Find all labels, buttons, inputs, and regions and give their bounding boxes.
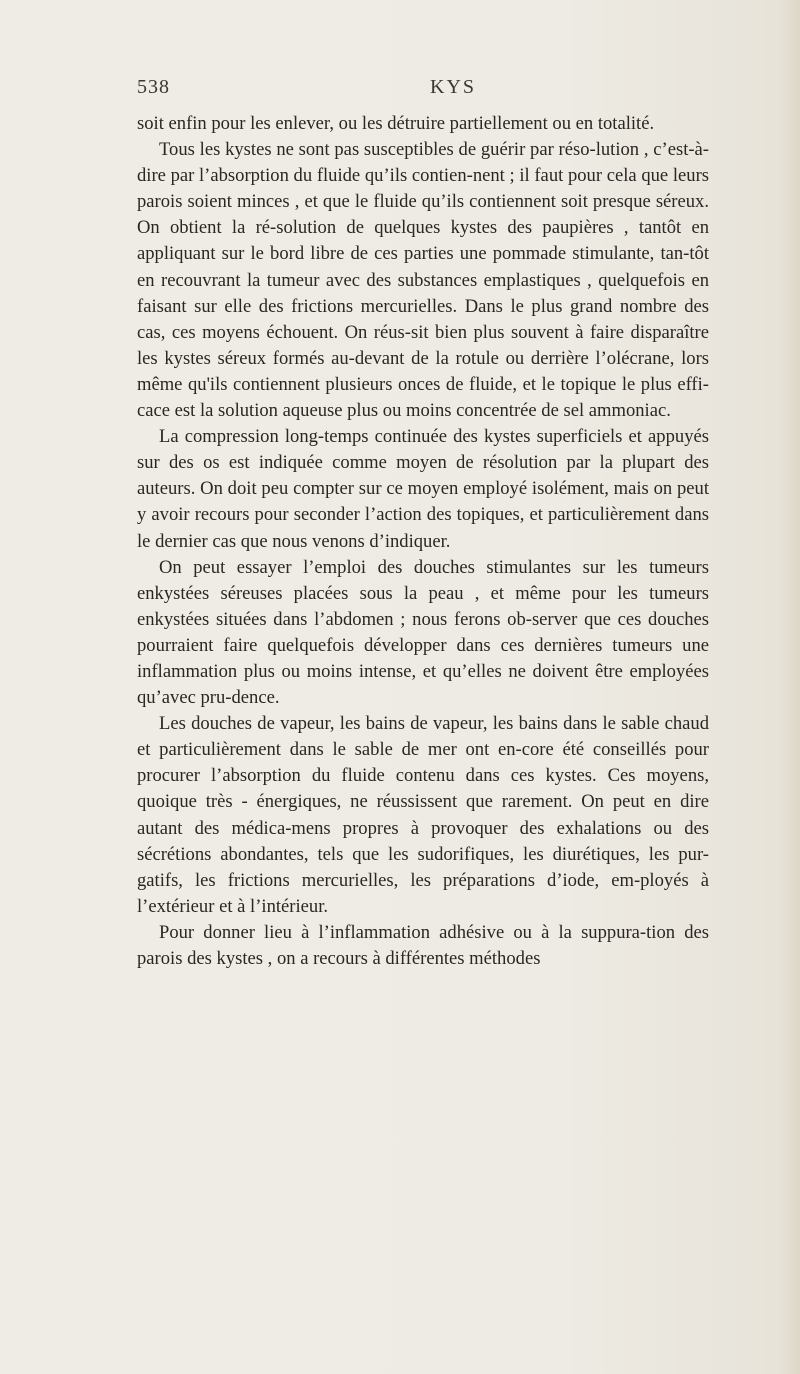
paragraph: soit enfin pour les enlever, ou les détruire partiellement ou en totalité.: [137, 113, 655, 134]
page-edge-shadow: [778, 0, 800, 1374]
paragraph: Les douches de vapeur, les bains de vapeur, les bains dans le sable chaud et particulièrement dans le sable de mer ont en-core été conseillés pour procurer l’absorption du fluide contenu dans ces kystes. Ces moyens, quoique très - énergiques, ne réussissent que rarement. On peut en dire autant des médica-mens propres à provoquer des exhalations ou des sécrétions abondantes, tels que les sudorifiques, les diurétiques, les pur-gatifs, les frictions mercurielles, les préparations d’iode, em-ployés à l’extérieur et à l’intérieur.: [137, 713, 709, 917]
page-header: [137, 76, 707, 102]
running-head: KYS: [430, 76, 477, 98]
paragraph: La compression long-temps continuée des kystes superficiels et appuyés sur des os est indiquée comme moyen de résolution par la plupart des auteurs. On doit peu compter sur ce moyen employé isolément, mais on peut y avoir recours pour seconder l’action des topiques, et particulièrement dans le dernier cas que nous venons d’indiquer.: [137, 426, 709, 552]
body-text: [137, 111, 709, 972]
paragraph: On peut essayer l’emploi des douches stimulantes sur les tumeurs enkystées séreuses placées sous la peau , et même pour les tumeurs enkystées situées dans l’abdomen ; nous ferons ob-server que ces douches pourraient faire quelquefois développer dans ces dernières tumeurs une inflammation plus ou moins intense, et qu’elles ne doivent être employées qu’avec pru-dence.: [137, 556, 709, 709]
page-number: 538: [137, 76, 170, 98]
paragraph: Tous les kystes ne sont pas susceptibles de guérir par réso-lution , c’est-à-dire par l’absorption du fluide qu’ils contien-nent ; il faut pour cela que leurs parois soient minces , et que le fluide qu’ils contiennent soit presque séreux. On obtient la ré-solution de quelques kystes des paupières , tantôt en appliquant sur le bord libre de ces parties une pommade stimulante, tan-tôt en recouvrant la tumeur avec des substances emplastiques , quelquefois en faisant sur elle des frictions mercurielles. Dans le plus grand nombre des cas, ces moyens échouent. On réus-sit bien plus souvent à faire disparaître les kystes séreux formés au-devant de la rotule ou derrière l’olécrane, lors même qu'ils contiennent plusieurs onces de fluide, et le topique le plus effi-cace est la solution aqueuse plus ou moins concentrée de sel ammoniac.: [137, 139, 709, 422]
paragraph: Pour donner lieu à l’inflammation adhésive ou à la suppura-tion des parois des kystes , on a recours à différentes méthodes: [137, 921, 709, 969]
